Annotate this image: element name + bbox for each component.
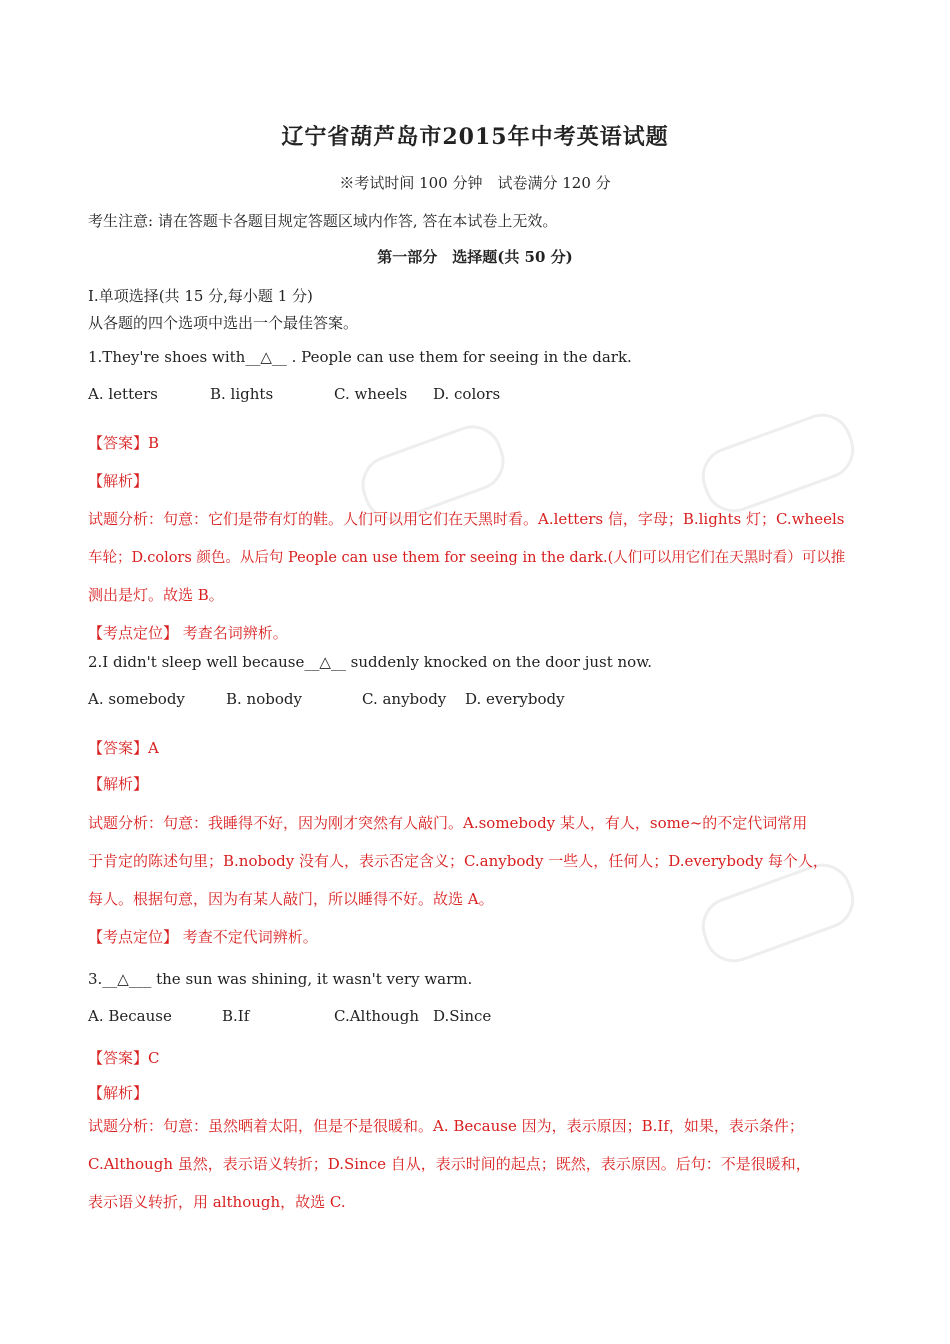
question-3-analysis-line: C.Although 虽然，表示语义转折；D.Since 自从，表示时间的起点；既然，表示原因。后句：不是很暖和， — [88, 1155, 811, 1173]
option-b: B.If — [222, 1007, 250, 1025]
question-1-stem: 1.They're shoes with__△__ . People can use them for seeing in the dark. — [88, 348, 632, 366]
question-3-analysis-label: 【解析】 — [88, 1084, 149, 1102]
option-d: D. colors — [433, 385, 501, 403]
option-c: C.Although — [334, 1007, 419, 1025]
part-heading: I.单项选择(共 15 分,每小题 1 分) — [88, 287, 313, 305]
question-2-analysis-label: 【解析】 — [88, 775, 149, 793]
question-2-analysis-line: 试题分析：句意：我睡得不好，因为刚才突然有人敲门。A.somebody 某人，有人，some~的不定代词常用 — [88, 814, 808, 832]
option-d: D. everybody — [465, 690, 565, 708]
question-1-analysis-label: 【解析】 — [88, 472, 149, 490]
question-3-analysis-line: 试题分析：句意：虽然晒着太阳，但是不是很暖和。A. Because 因为，表示原因；B.If，如果，表示条件； — [88, 1117, 804, 1135]
option-c: C. anybody — [362, 690, 447, 708]
option-b: B. nobody — [226, 690, 302, 708]
question-2-point: 【考点定位】 考查不定代词辨析。 — [88, 928, 318, 946]
question-2-analysis-line: 于肯定的陈述句里；B.nobody 没有人，表示否定含义；C.anybody 一些人，任何人；D.everybody 每个人， — [88, 852, 828, 870]
exam-info: ※考试时间 100 分钟 试卷满分 120 分 — [339, 174, 611, 192]
option-d: D.Since — [433, 1007, 492, 1025]
question-1-point: 【考点定位】 考查名词辨析。 — [88, 624, 288, 642]
question-2-analysis-line: 每人。根据句意，因为有某人敲门，所以睡得不好。故选 A。 — [88, 890, 494, 908]
watermark-shape — [693, 855, 862, 970]
question-2-answer: 【答案】A — [88, 739, 159, 757]
section-heading: 第一部分 选择题(共 50 分) — [377, 248, 573, 266]
question-1-answer: 【答案】B — [88, 434, 160, 452]
question-3-stem: 3.__△___ the sun was shining, it wasn't very warm. — [88, 970, 473, 988]
question-3-answer: 【答案】C — [88, 1049, 160, 1067]
option-a: A. letters — [88, 385, 158, 403]
question-2-stem: 2.I didn't sleep well because__△__ suddenly knocked on the door just now. — [88, 653, 653, 671]
question-1-analysis-line: 试题分析：句意：它们是带有灯的鞋。人们可以用它们在天黑时看。A.letters 信，字母；B.lights 灯；C.wheels — [88, 510, 845, 528]
option-b: B. lights — [210, 385, 274, 403]
option-a: A. Because — [88, 1007, 172, 1025]
question-1-analysis-line: 车轮；D.colors 颜色。从后句 People can use them for seeing in the dark.(人们可以用它们在天黑时看）可以推 — [88, 550, 846, 566]
page-title: 辽宁省葫芦岛市2015年中考英语试题 — [281, 124, 669, 150]
notice: 考生注意: 请在答题卡各题目规定答题区域内作答, 答在本试卷上无效。 — [88, 212, 558, 230]
question-1-analysis-line: 测出是灯。故选 B。 — [88, 586, 224, 604]
option-a: A. somebody — [88, 690, 185, 708]
part-instruction: 从各题的四个选项中选出一个最佳答案。 — [88, 314, 359, 332]
question-3-analysis-line: 表示语义转折，用 although，故选 C. — [88, 1193, 346, 1211]
watermark-shape — [693, 405, 862, 520]
option-c: C. wheels — [334, 385, 408, 403]
